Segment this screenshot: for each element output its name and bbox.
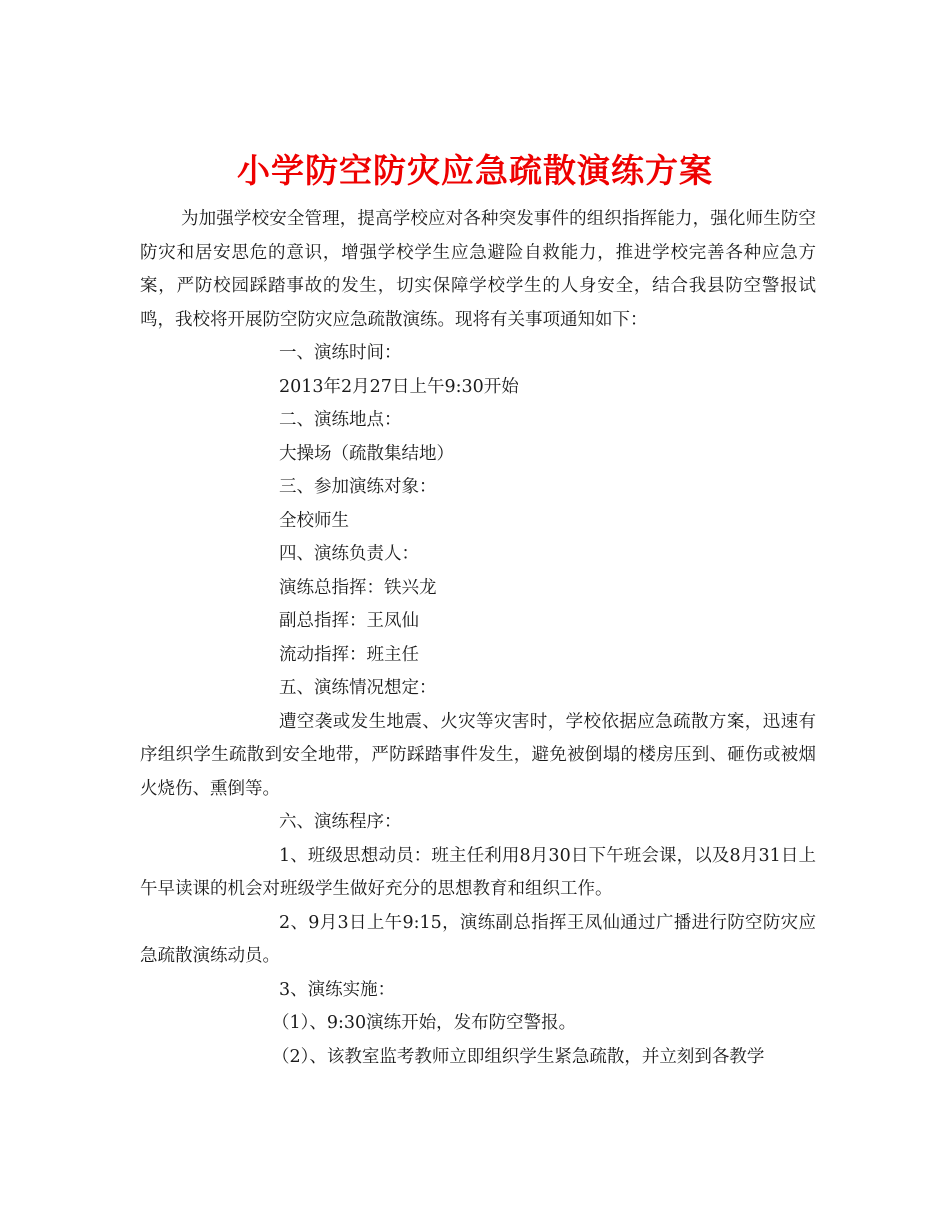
section-heading-scenario: 五、演练情况想定： <box>279 678 437 698</box>
section-heading-leaders: 四、演练负责人： <box>279 544 419 564</box>
section-heading-location: 二、演练地点： <box>279 410 402 430</box>
procedure-substep-2: （2）、该教室监考教师立即组织学生紧急疏散，并立刻到各教学 <box>272 1046 765 1067</box>
document-body <box>140 203 816 1074</box>
scenario-paragraph: 遭空袭或发生地震、火灾等灾害时，学校依据应急疏散方案，迅速有序组织学生疏散到安全地带，严防踩踏事件发生，避免被倒塌的楼房压到、砸伤或被烟火烧伤、熏倒等。 <box>140 711 816 799</box>
section-heading-participants: 三、参加演练对象： <box>279 477 437 497</box>
mobile-commander: 流动指挥：班主任 <box>279 644 419 665</box>
procedure-step-1: 1、班级思想动员：班主任利用8月30日下午班会课，以及8月31日上午早读课的机会对班级学生做好充分的思想教育和组织工作。 <box>140 845 816 899</box>
procedure-substep-1: （1）、9:30演练开始，发布防空警报。 <box>272 1013 577 1033</box>
drill-time-value: 2013年2月27日上午9:30开始 <box>279 376 519 397</box>
intro-paragraph: 为加强学校安全管理，提高学校应对各种突发事件的组织指挥能力，强化师生防空防灾和居安思危的意识，增强学校学生应急避险自救能力，推进学校完善各种应急方案，严防校园踩踏事故的发生，切实保障学校学生的人身安全，结合我县防空警报试鸣，我校将开展防空防灾应急疏散演练。现将有关事项通知如下： <box>140 209 816 330</box>
drill-location-value: 大操场（疏散集结地） <box>279 443 454 464</box>
procedure-step-3: 3、演练实施： <box>279 979 396 1000</box>
section-heading-time: 一、演练时间： <box>279 343 402 363</box>
section-heading-procedure: 六、演练程序： <box>279 812 402 832</box>
deputy-commander: 副总指挥：王凤仙 <box>279 611 419 631</box>
procedure-step-2: 2、9月3日上午9:15，演练副总指挥王凤仙通过广播进行防空防灾应急疏散演练动员。 <box>140 912 816 966</box>
chief-commander: 演练总指挥：铁兴龙 <box>279 577 437 598</box>
participants-value: 全校师生 <box>279 510 349 531</box>
document-title: 小学防空防灾应急疏散演练方案 <box>237 151 713 191</box>
